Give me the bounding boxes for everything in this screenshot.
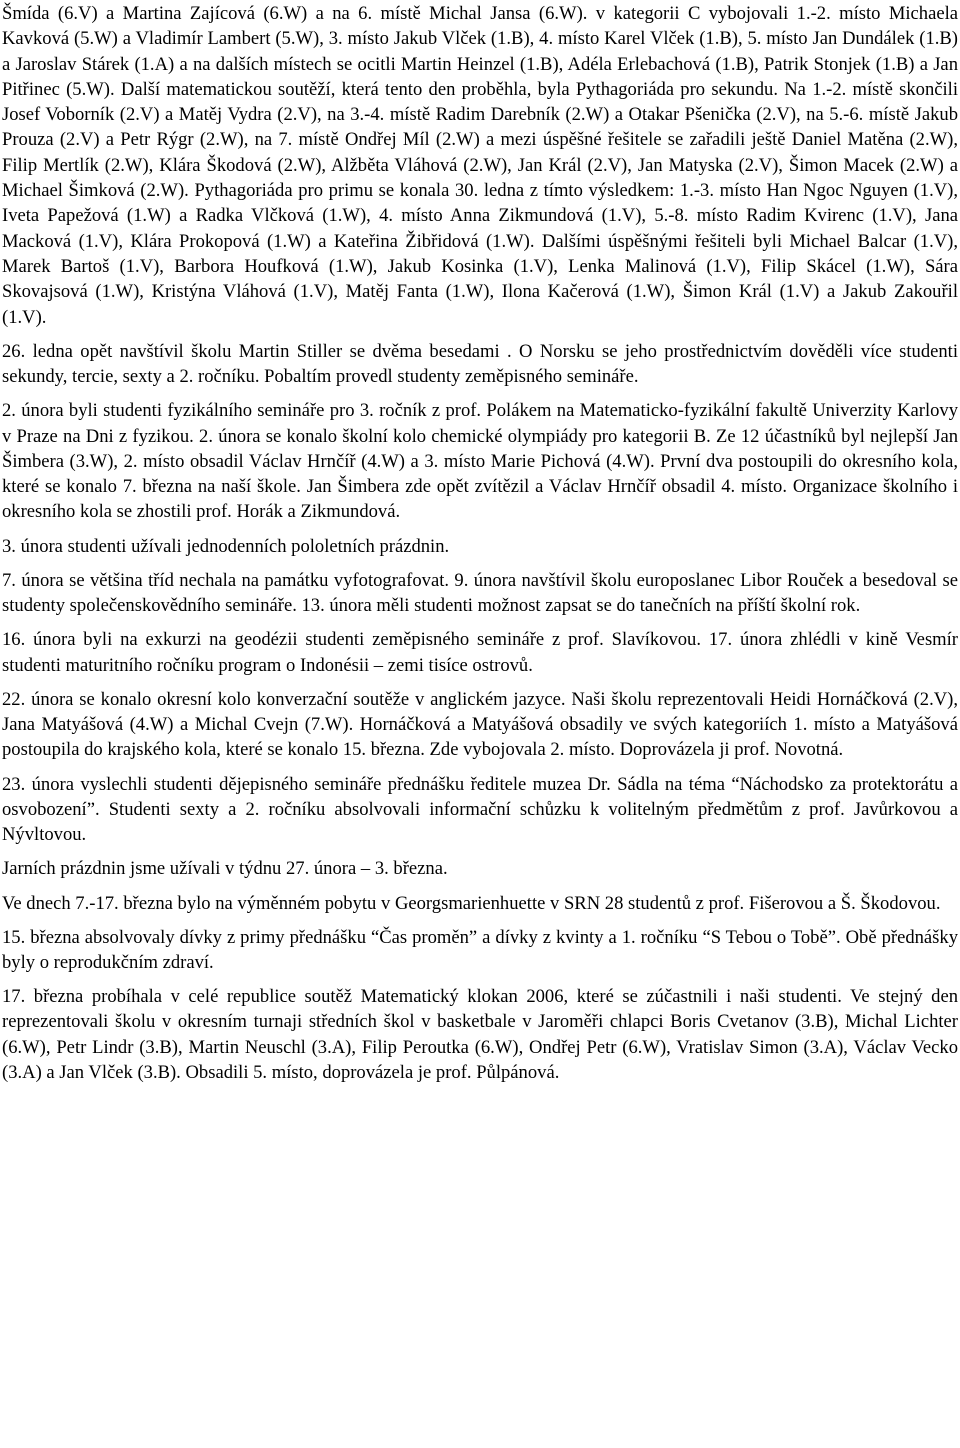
- paragraph-photos-europoslanec: 7. února se většina tříd nechala na památku vyfotografovat. 9. února navštívil školu europoslanec Libor Rouček a besedoval se studenty společenskovědního semináře. 13. února měli studenti možnost zapsat se do tanečních na příští školní rok.: [2, 569, 958, 617]
- paragraph-exchange-stay: Ve dnech 7.-17. března bylo na výměnném pobytu v Georgsmarienhuette v SRN 28 studentů z prof. Fišerovou a Š. Škodovou.: [2, 892, 941, 914]
- paragraph-semester-holiday: 3. února studenti užívali jednodenních pololetních prázdnin.: [2, 535, 450, 557]
- paragraph-olympiad-pythagoriada: Šmída (6.V) a Martina Zajícová (6.W) a na 6. místě Michal Jansa (6.W). v kategorii C vybojovali 1.-2. místo Michaela Kavková (5.W) a Vladimír Lambert (5.W), 3. místo Jakub Vlček (1.B), 4. místo Karel Vlček (1.B), 5. místo Jan Dundálek (1.B) a Jaroslav Stárek (1.A) a na dalších místech se ocitli Martin Heinzel (1.B), Adéla Erlebachová (1.B), Patrik Stonjek (1.B) a Jan Pitřinec (5.W). Další matematickou soutěží, která tento den proběhla, byla Pythagoriáda pro sekundu. Na 1.-2. místě skončili Josef Voborník (2.V) a Matěj Vydra (2.V), na 3.-4. místě Radim Darebník (2.W) a Otakar Pšenička (2.V), na 5.-6. místě Jakub Prouza (2.V) a Petr Rýgr (2.W), na 7. místě Ondřej Míl (2.W) a mezi úspěšné řešitele se zařadili ještě Daniel Matěna (2.W), Filip Mertlík (2.W), Klára Škodová (2.W), Alžběta Vláhová (2.W), Jan Král (2.V), Jan Matyska (2.V), Šimon Macek (2.W) a Michael Šimková (2.W). Pythagoriáda pro primu se konala 30. ledna z tímto výsledkem: 1.-3. místo Han Ngoc Nguyen (1.V), Iveta Papežová (1.W) a Radka Vlčková (1.W), 4. místo Anna Zikmundová (1.V), 5.-8. místo Radim Kvirenc (1.V), Jana Macková (1.V), Klára Prokopová (1.W) a Kateřina Žibřidová (1.W). Dalšími úspěšnými řešiteli byli Michael Balcar (1.V), Marek Bartoš (1.V), Barbora Houfková (1.W), Jakub Kosinka (1.V), Lenka Malinová (1.V), Filip Skácel (1.W), Sára Skovajsová (1.W), Kristýna Vláhová (1.V), Matěj Fanta (1.W), Ilona Kačerová (1.W), Šimon Král (1.V) a Jakub Zakouřil (1.V).: [2, 3, 958, 328]
- paragraph-klokan-basketball: 17. března probíhala v celé republice soutěž Matematický klokan 2006, které se zúčastnili i naši studenti. Ve stejný den reprezentovali školu v okresním turnaji středních škol v basketbale v Jaroměři chlapci Boris Cvetanov (3.B), Michal Lichter (6.W), Petr Lindr (3.B), Martin Neuschl (3.A), Filip Peroutka (6.W), Ondřej Petr (6.W), Vratislav Simon (3.A), Václav Vecko (3.A) a Jan Vlček (3.B). Obsadili 5. místo, doprovázela je prof. Půlpánová.: [2, 986, 958, 1084]
- paragraph-physics-chemistry: 2. února byli studenti fyzikálního semináře pro 3. ročník z prof. Polákem na Matematicko-fyzikální fakultě Univerzity Karlovy v Praze na Dni z fyzikou. 2. února se konalo školní kolo chemické olympiády pro kategorii B. Ze 12 účastníků byl nejlepší Jan Šimbera (3.W), 2. místo obsadil Václav Hrnčíř (4.W) a 3. místo Marie Pichová (4.W). První dva postoupili do okresního kola, které se konalo 7. března na naší škole. Jan Šimbera zde opět zvítězil a Václav Hrnčíř obsadil 4. místo. Organizace školního i okresního kola se zhostili prof. Horák a Zikmundová.: [2, 400, 958, 523]
- paragraph-stiller-lectures: 26. ledna opět navštívil školu Martin Stiller se dvěma besedami . O Norsku se jeho prostřednictvím dověděli více studenti sekundy, tercie, sexty a 2. ročníku. Pobaltím provedl studenty zeměpisného semináře.: [2, 340, 958, 388]
- paragraph-geodesy-indonesia: 16. února byli na exkurzi na geodézii studenti zeměpisného semináře z prof. Slavíkovou. 17. února zhlédli v kině Vesmír studenti maturitního ročníku program o Indonésii – zemi tisíce ostrovů.: [2, 629, 958, 676]
- paragraph-history-lecture: 23. února vyslechli studenti dějepisného semináře přednášku ředitele muzea Dr. Sádla na téma “Náchodsko za protektorátu a osvobození”. Studenti sexty a 2. ročníku absolvovali informační schůzku k volitelným předmětům z prof. Javůrkovou a Nývltovou.: [2, 773, 958, 846]
- paragraph-spring-holiday: Jarních prázdnin jsme užívali v týdnu 27. února – 3. března.: [2, 858, 448, 880]
- paragraph-english-competition: 22. února se konalo okresní kolo konverzační soutěže v anglickém jazyce. Naši školu reprezentovali Heidi Hornáčková (2.V), Jana Matyášová (4.W) a Michal Cvejn (7.W). Hornáčková a Matyášová obsadily ve svých kategoriích 1. místo a Matyášová postoupila do krajského kola, které se konalo 15. března. Zde vybojovala 2. místo. Doprovázela ji prof. Novotná.: [2, 688, 958, 761]
- paragraph-health-lectures: 15. března absolvovaly dívky z primy přednášku “Čas proměn” a dívky z kvinty a 1. ročníku “S Tebou o Tobě”. Obě přednášky byly o reprodukčním zdraví.: [2, 926, 958, 973]
